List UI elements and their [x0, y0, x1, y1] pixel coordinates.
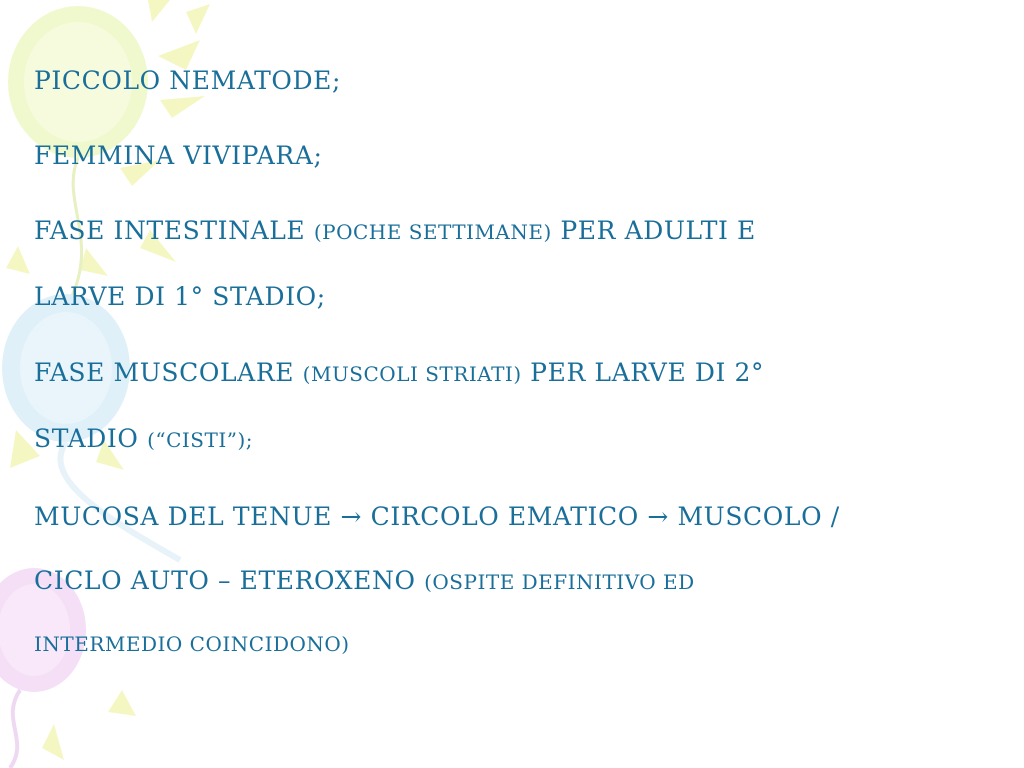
- line-parenthetical: (“CISTI”);: [147, 428, 253, 452]
- line-parenthetical: (OSPITE DEFINITIVO ED: [424, 570, 695, 594]
- line-text: LARVE DI 1° STADIO;: [34, 282, 326, 311]
- line-text: FASE MUSCOLARE: [34, 358, 303, 387]
- bullet-fase-muscolare: [34, 360, 764, 385]
- bullet-ciclo-auto-eteroxeno-cont: [34, 634, 350, 654]
- line-text: MUCOSA DEL TENUE → CIRCOLO EMATICO → MUSCOLO /: [34, 502, 840, 531]
- line-text: PER ADULTI E: [551, 216, 756, 245]
- line-text: STADIO: [34, 424, 148, 453]
- bullet-piccolo-nematode: [34, 68, 341, 93]
- line-text: FASE INTESTINALE: [34, 216, 314, 245]
- line-parenthetical: (POCHE SETTIMANE): [313, 220, 552, 244]
- bullet-ciclo-auto-eteroxeno: [34, 568, 695, 593]
- line-text: FEMMINA VIVIPARA;: [34, 141, 323, 170]
- bullet-fase-intestinale-cont: [34, 284, 326, 309]
- bullet-femmina-vivipara: [34, 143, 322, 168]
- bullet-mucosa-tenue: [34, 504, 840, 529]
- line-text: CICLO AUTO – ETEROXENO: [34, 566, 425, 595]
- bullet-fase-muscolare-cont: [34, 426, 253, 451]
- line-text: PICCOLO NEMATODE;: [34, 66, 341, 95]
- line-parenthetical: (MUSCOLI STRIATI): [302, 362, 522, 386]
- line-text: PER LARVE DI 2°: [521, 358, 765, 387]
- line-text: INTERMEDIO COINCIDONO): [34, 632, 350, 656]
- bullet-fase-intestinale: [34, 218, 756, 243]
